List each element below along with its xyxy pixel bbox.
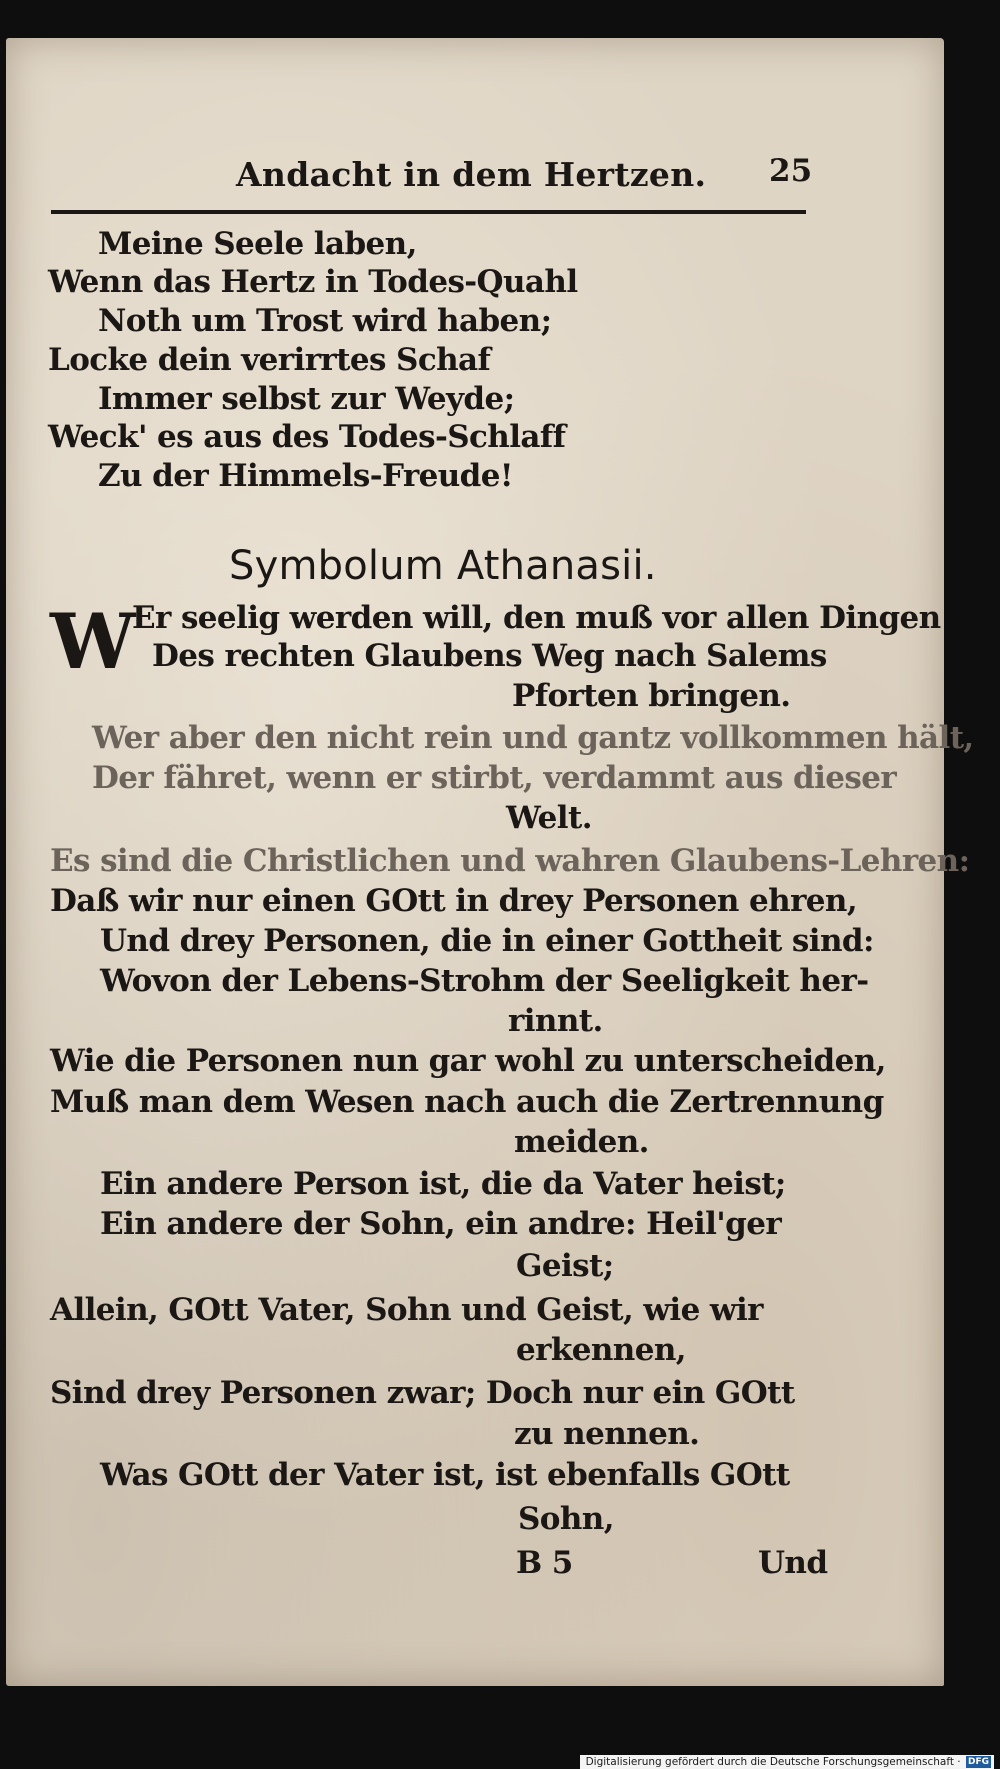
verse-line: Und drey Personen, die in einer Gottheit sind: <box>100 923 874 959</box>
verse-line: Es sind die Christlichen und wahren Glaubens-Lehren: <box>50 843 970 879</box>
verse-line: Wenn das Hertz in Todes-Quahl <box>48 264 578 300</box>
verse-line: erkennen, <box>516 1332 686 1368</box>
verse-line: zu nennen. <box>514 1416 700 1452</box>
digitization-credit <box>580 1755 994 1769</box>
verse-line: Wovon der Lebens-Strohm der Seeligkeit her- <box>100 963 869 999</box>
verse-line: Der fähret, wenn er stirbt, verdammt aus dieser <box>92 760 897 796</box>
catchword: Und <box>758 1545 828 1581</box>
verse-line: Noth um Trost wird haben; <box>98 303 552 339</box>
verse-line: meiden. <box>514 1124 649 1160</box>
signature-mark: B 5 <box>516 1545 573 1581</box>
verse-line: Ein andere Person ist, die da Vater heist; <box>100 1166 786 1202</box>
decorated-initial: W <box>50 597 136 686</box>
verse-line: Sohn, <box>518 1501 614 1537</box>
verse-line: Allein, GOtt Vater, Sohn und Geist, wie wir <box>50 1292 763 1328</box>
verse-line: Geist; <box>516 1248 614 1284</box>
verse-line: rinnt. <box>508 1003 603 1039</box>
credit-text: Digitalisierung gefördert durch die Deutsche Forschungsgemeinschaft · <box>585 1756 961 1768</box>
verse-line: Immer selbst zur Weyde; <box>98 381 515 417</box>
verse-line: Wie die Personen nun gar wohl zu unterscheiden, <box>50 1043 886 1079</box>
verse-line: Meine Seele laben, <box>98 226 417 262</box>
verse-line: Muß man dem Wesen nach auch die Zertrennung <box>50 1084 884 1120</box>
verse-line: Des rechten Glaubens Weg nach Salems <box>152 638 827 674</box>
verse-line: Wer aber den nicht rein und gantz vollkommen hält, <box>92 720 974 756</box>
verse-line: Daß wir nur einen GOtt in drey Personen ehren, <box>50 883 858 919</box>
verse-line: Er seelig werden will, den muß vor allen Dingen <box>132 600 941 636</box>
verse-line: Zu der Himmels-Freude! <box>98 458 513 494</box>
verse-line: Welt. <box>506 800 592 836</box>
page-number: 25 <box>769 153 813 189</box>
verse-line: Weck' es aus des Todes-Schlaff <box>48 419 566 455</box>
verse-line: Locke dein verirrtes Schaf <box>48 342 491 378</box>
book-page <box>6 38 974 1686</box>
dfg-logo: DFG <box>967 1757 989 1767</box>
verse-line: Ein andere der Sohn, ein andre: Heil'ger <box>100 1206 782 1242</box>
header-rule <box>51 210 806 214</box>
verse-line: Sind drey Personen zwar; Doch nur ein GOtt <box>50 1375 795 1411</box>
verse-line: Pforten bringen. <box>512 678 791 714</box>
section-title: Symbolum Athanasii. <box>229 543 657 589</box>
running-head: Andacht in dem Hertzen. <box>236 155 707 194</box>
verse-line: Was GOtt der Vater ist, ist ebenfalls GOtt <box>100 1457 790 1493</box>
